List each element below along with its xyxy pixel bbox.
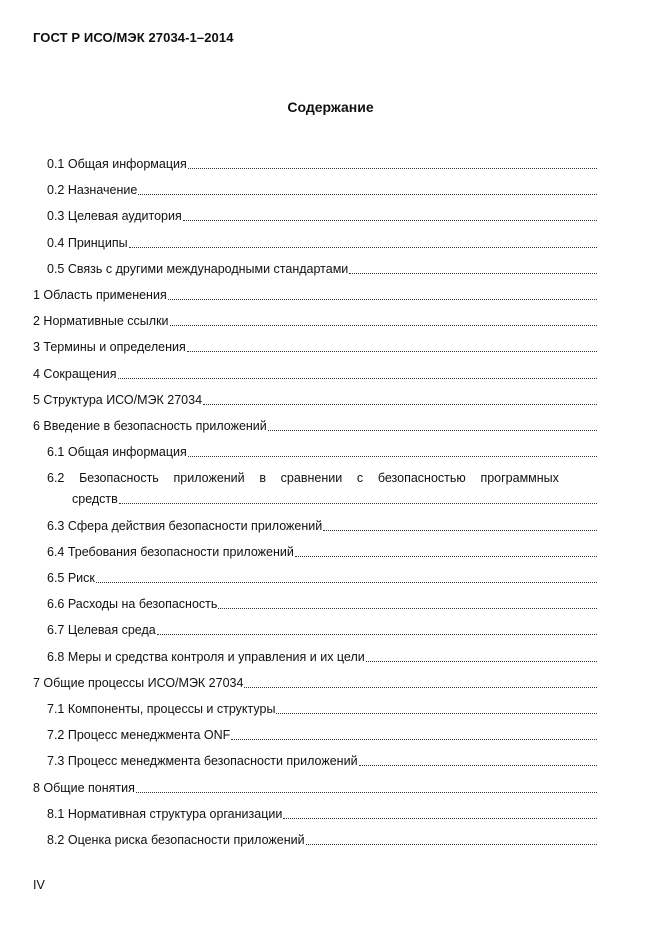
toc-entry-label: 0.5 Связь с другими международными стандартами [47,261,349,276]
toc-dot-leader [169,313,597,329]
toc-dot-leader [187,156,597,172]
toc-entry-label: 7.2 Процесс менеджмента ONF [47,728,231,743]
toc-entry-label: 2 Нормативные ссылки [33,314,169,329]
toc-entry[interactable] [47,544,597,560]
toc-entry-label: 0.1 Общая информация [47,157,187,171]
toc-dot-leader [348,261,597,277]
toc-entry-label: 7 Общие процессы ИСО/МЭК 27034 [33,675,244,690]
toc-dot-leader [202,392,597,408]
toc-entry[interactable] [33,418,597,434]
toc-entry-label: 6.1 Общая информация [47,445,187,460]
toc-entry-label: 6.4 Требования безопасности приложений [47,544,294,559]
toc-entry[interactable] [47,753,597,769]
toc-entry-label: 0.2 Назначение [47,183,138,198]
toc-entry-label: 6.8 Меры и средства контроля и управления и их цели [47,649,365,664]
toc-entry-label: 6.6 Расходы на безопасность [47,597,218,612]
toc-dot-leader [117,366,597,382]
toc-dot-leader [128,235,597,251]
toc-entry[interactable] [47,444,597,460]
toc-entry-label: 8.1 Нормативная структура организации [47,806,283,821]
toc-entry[interactable] [47,261,597,277]
toc-entry[interactable] [47,649,597,665]
toc-entry-label: средств [72,492,118,507]
toc-dot-leader [186,339,597,355]
toc-entry[interactable] [47,235,597,251]
toc-dot-leader [182,208,597,224]
toc-dot-leader [217,596,597,612]
toc-entry[interactable] [47,570,597,586]
toc-dot-leader [294,544,597,560]
toc-dot-leader [358,753,597,769]
toc-entry[interactable] [33,339,597,355]
toc-entry[interactable] [47,182,597,198]
toc-entry[interactable] [47,518,597,534]
toc-dot-leader [95,570,597,586]
toc-entry-label: 6 Введение в безопасность приложений [33,419,267,433]
toc-dot-leader [305,832,597,848]
toc-entry-label: 6.2 Безопасность приложений в сравнении с безопасностью программных [47,471,559,486]
toc-entry-label: 6.5 Риск [47,570,95,585]
toc-entry-label: 8.2 Оценка риска безопасности приложений [47,832,305,847]
toc-entry-label: 8 Общие понятия [33,780,135,795]
toc-dot-leader [135,780,597,796]
toc-entry[interactable] [33,392,597,408]
toc-entry[interactable] [33,366,597,382]
toc-dot-leader [365,649,597,665]
toc-dot-leader [167,287,597,303]
toc-title: Содержание [287,99,374,115]
toc-dot-leader [230,727,597,743]
toc-dot-leader [322,518,597,534]
toc-dot-leader [118,491,597,507]
toc-dot-leader [282,806,597,822]
toc-dot-leader [243,675,597,691]
toc-entry-label: 7.1 Компоненты, процессы и структуры [47,701,276,716]
toc-entry[interactable] [47,832,597,848]
toc-entry-label: 6.3 Сфера действия безопасности приложений [47,518,323,533]
toc-dot-leader [187,444,597,460]
toc-entry[interactable] [47,596,597,612]
toc-entry[interactable] [47,156,597,172]
toc-entry[interactable] [47,701,597,717]
toc-entry[interactable] [47,622,597,638]
toc-entry-label: 3 Термины и определения [33,340,186,355]
toc-entry-label: 4 Сокращения [33,366,117,381]
toc-entry[interactable] [33,780,597,796]
toc-dot-leader [267,418,597,434]
toc-dot-leader [275,701,597,717]
toc-entry[interactable] [47,208,597,224]
toc-dot-leader [156,622,597,638]
toc-entry[interactable] [47,806,597,822]
toc-entry-label: 1 Область применения [33,288,167,302]
toc-entry-label: 0.3 Целевая аудитория [47,209,182,224]
toc-entry[interactable] [47,470,597,486]
toc-entry-label: 7.3 Процесс менеджмента безопасности приложений [47,754,358,769]
page-number: IV [33,878,45,892]
toc-entry-continuation[interactable] [72,491,597,507]
toc-entry[interactable] [33,313,597,329]
toc-dot-leader [137,182,597,198]
toc-entry[interactable] [33,287,597,303]
toc-entry-label: 6.7 Целевая среда [47,623,156,638]
document-header: ГОСТ Р ИСО/МЭК 27034-1–2014 [33,30,234,45]
toc-entry-label: 5 Структура ИСО/МЭК 27034 [33,392,203,407]
toc-entry[interactable] [33,675,597,691]
toc-entry-label: 0.4 Принципы [47,235,128,250]
toc-entry[interactable] [47,727,597,743]
